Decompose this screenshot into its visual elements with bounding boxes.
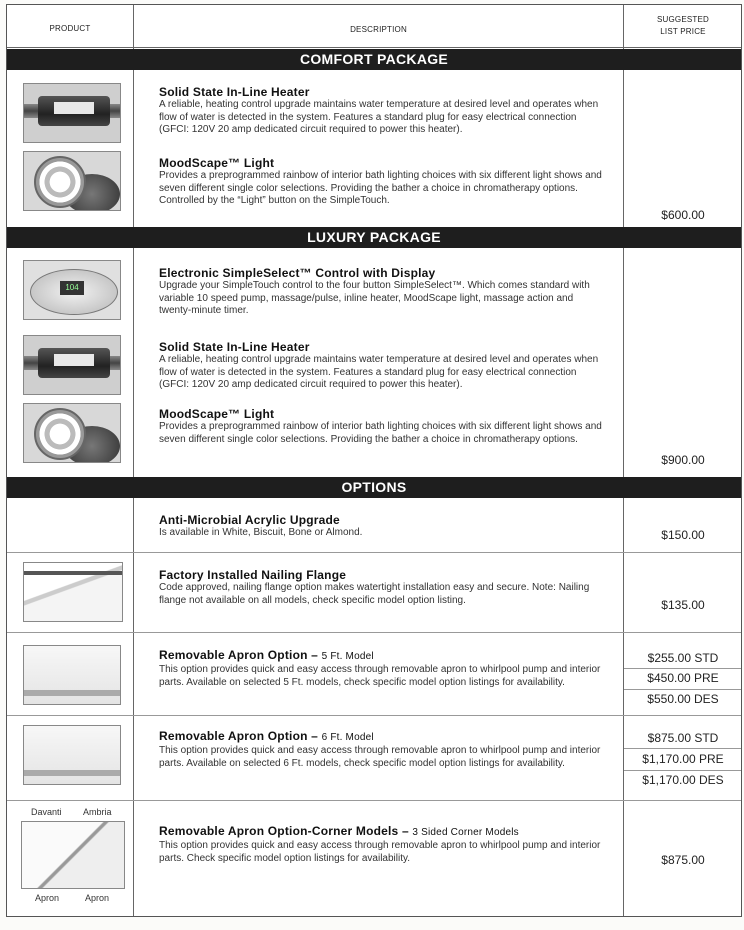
item-description: Upgrade your SimpleTouch control to the four button SimpleSelect™. Which comes standard with variable 10 speed pump, massage/pulse, inline heater, MoodScape light, massage action and twenty-minute timer. [159,280,590,316]
comfort-light-item [159,156,607,208]
option-antimicrobial [159,513,607,540]
section-luxury-package: LUXURY PACKAGE [7,227,741,248]
moodscape-light-image [23,403,121,463]
price-divider [624,689,741,690]
luxury-heater-item [159,340,607,392]
option-price: $875.00 [661,853,705,867]
moodscape-light-image [23,151,121,211]
corner-label: Apron [85,893,110,903]
row-divider [7,632,741,633]
item-description: This option provides quick and easy access through removable apron to whirlpool pump and interior parts. Available on selected 5 Ft. models, check specific model option listings for availability. [159,664,601,688]
option-price-pre: $450.00 PRE [647,671,719,685]
apron-6ft-image [23,725,121,785]
price-sheet [6,4,742,917]
option-price: $150.00 [661,528,705,542]
item-description: This option provides quick and easy access through removable apron to whirlpool pump and interior parts. Check specific model option listings for availability. [159,840,601,864]
option-price-std: $255.00 STD [647,651,719,665]
item-title: MoodScape™ Light [159,407,275,421]
apron-5ft-image [23,645,121,705]
column-divider [133,5,134,916]
item-description: Provides a preprogrammed rainbow of interior bath lighting choices with six different light shows and seven different single color selections. Providing the bather a choice in chromatherapy options. Controlled by the “Light” button on the SimpleTouch. [159,170,602,206]
header-description: DESCRIPTION [350,25,407,34]
luxury-price: $900.00 [661,453,705,467]
option-price-std: $875.00 STD [647,731,719,745]
item-title: Solid State In-Line Heater [159,85,310,99]
row-divider [7,715,741,716]
heater-image [23,83,121,143]
row-divider [7,800,741,801]
section-comfort-package: COMFORT PACKAGE [7,49,741,70]
item-title: Solid State In-Line Heater [159,340,310,354]
item-description: Is available in White, Biscuit, Bone or Almond. [159,527,363,538]
option-apron-corner [159,824,607,865]
price-divider [624,668,741,669]
item-title: Removable Apron Option – 6 Ft. Model [159,729,374,743]
item-description: This option provides quick and easy access through removable apron to whirlpool pump and interior parts. Available on selected 6 Ft. models, check specific model option listings for availability. [159,745,601,769]
option-nailing-flange [159,568,607,607]
item-description: Provides a preprogrammed rainbow of interior bath lighting choices with six different light shows and seven different single color selections. Providing the bather a choice in chromatherapy options. [159,421,602,445]
corner-label: Davanti [31,807,62,817]
header-price: SUGGESTED LIST PRICE [656,15,710,36]
item-title: Anti-Microbial Acrylic Upgrade [159,513,340,527]
price-divider [624,770,741,771]
corner-label: Apron [35,893,60,903]
price-divider [624,748,741,749]
heater-image [23,335,121,395]
option-apron-5ft [159,648,607,689]
option-price-des: $550.00 DES [647,692,719,706]
item-description: A reliable, heating control upgrade maintains water temperature at desired level and operates when flow of water is detected in the system. Features a standard plug for easy electrical connection (GFCI: 120V 20 amp dedicated circuit required to power this heater). [159,354,599,390]
header-product: PRODUCT [49,24,91,33]
row-divider [7,552,741,553]
luxury-light-item [159,407,607,446]
item-title: Factory Installed Nailing Flange [159,568,347,582]
item-title: Removable Apron Option – 5 Ft. Model [159,648,374,662]
item-description: A reliable, heating control upgrade maintains water temperature at desired level and operates when flow of water is detected in the system. Features a standard plug for easy electrical connection (GFCI: 120V 20 amp dedicated circuit required to power this heater). [159,99,599,135]
option-price-pre: $1,170.00 PRE [642,752,724,766]
item-title: Removable Apron Option-Corner Models – 3 Sided Corner Models [159,824,519,838]
simpleselect-control-image: 104 [23,260,121,320]
option-apron-6ft [159,729,607,770]
comfort-price: $600.00 [661,208,705,222]
comfort-heater-item [159,85,607,137]
item-title: Electronic SimpleSelect™ Control with Display [159,266,436,280]
item-title: MoodScape™ Light [159,156,275,170]
table-header [7,5,741,48]
nailing-flange-image [23,562,123,622]
luxury-control-item [159,266,607,318]
corner-label: Ambria [83,807,112,817]
item-description: Code approved, nailing flange option makes watertight installation easy and secure. Note: Nailing flange not available on all models, check specific model option listing. [159,582,590,606]
section-options: OPTIONS [7,477,741,498]
option-price: $135.00 [661,598,705,612]
option-price-des: $1,170.00 DES [642,773,724,787]
